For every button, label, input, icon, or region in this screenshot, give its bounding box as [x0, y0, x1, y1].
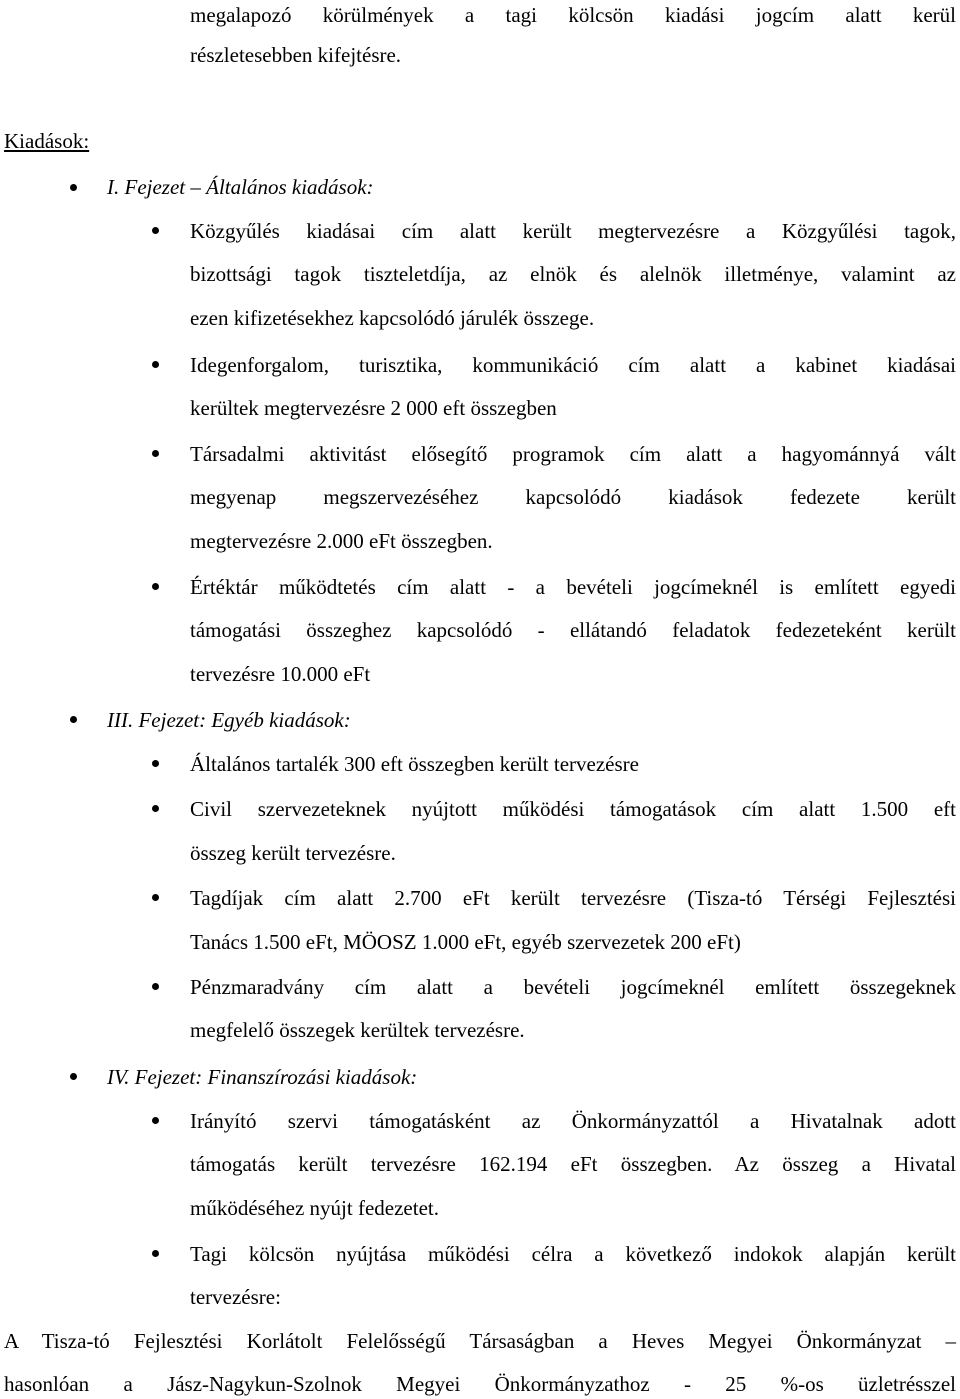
bullet-icon [152, 361, 159, 368]
bullet-icon [70, 716, 77, 723]
list-item-line: összeg került tervezésre. [190, 841, 396, 865]
section-heading: Kiadások: [4, 129, 90, 153]
bullet-icon [152, 227, 159, 234]
bullet-icon [152, 450, 159, 457]
bullet-icon [152, 760, 159, 767]
chapter-title: III. Fejezet: Egyéb kiadások: [107, 708, 351, 732]
closing-line: hasonlóan a Jász-Nagykun-Szolnok Megyei Önkormányzathoz - 25 %-os üzletrésszel [4, 1372, 956, 1396]
bullet-icon [152, 583, 159, 590]
list-item-line: tervezésre 10.000 eFt [190, 662, 371, 686]
list-item-line: Tagdíjak cím alatt 2.700 eFt került tervezésre (Tisza-tó Térségi Fejlesztési [190, 886, 956, 910]
list-item-line: Pénzmaradvány cím alatt a bevételi jogcímeknél említett összegeknek [190, 975, 956, 999]
bullet-icon [70, 1073, 77, 1080]
list-item-line: Társadalmi aktivitást elősegítő programok cím alatt a hagyománnyá vált [190, 442, 956, 466]
list-item-line: ezen kifizetésekhez kapcsolódó járulék összege. [190, 306, 595, 330]
chapter-title: IV. Fejezet: Finanszírozási kiadások: [107, 1065, 418, 1089]
bullet-icon [152, 1250, 159, 1257]
bullet-icon [152, 1117, 159, 1124]
bullet-icon [152, 894, 159, 901]
list-item-line: tervezésre: [190, 1285, 281, 1309]
list-item-line: támogatás került tervezésre 162.194 eFt összegben. Az összeg a Hivatal [190, 1152, 956, 1176]
list-item-line: Közgyűlés kiadásai cím alatt került megtervezésre a Közgyűlési tagok, [190, 219, 956, 243]
list-item-line: megyenap megszervezéséhez kapcsolódó kiadások fedezete került [190, 485, 956, 509]
list-item-line: Irányító szervi támogatásként az Önkormányzattól a Hivatalnak adott [190, 1109, 956, 1133]
list-item-line: Civil szervezeteknek nyújtott működési támogatások cím alatt 1.500 eft [190, 797, 956, 821]
bullet-icon [152, 805, 159, 812]
intro-line: megalapozó körülmények a tagi kölcsön kiadási jogcím alatt kerül [190, 3, 956, 27]
list-item-line: kerültek megtervezésre 2 000 eft összegben [190, 396, 557, 420]
chapter-title: I. Fejezet – Általános kiadások: [107, 175, 374, 199]
list-item-line: támogatási összeghez kapcsolódó - ellátandó feladatok fedezeteként került [190, 618, 956, 642]
list-item-line: működéséhez nyújt fedezetet. [190, 1196, 439, 1220]
bullet-icon [152, 983, 159, 990]
list-item-line: Általános tartalék 300 eft összegben került tervezésre [190, 752, 639, 776]
closing-line: A Tisza-tó Fejlesztési Korlátolt Felelősségű Társaságban a Heves Megyei Önkormányzat – [4, 1329, 956, 1353]
list-item-line: Tagi kölcsön nyújtása működési célra a következő indokok alapján került [190, 1242, 956, 1266]
list-item-line: Tanács 1.500 eFt, MÖOSZ 1.000 eFt, egyéb szervezetek 200 eFt) [190, 930, 741, 954]
list-item-line: Értéktár működtetés cím alatt - a bevételi jogcímeknél is említett egyedi [190, 575, 956, 599]
list-item-line: megfelelő összegek kerültek tervezésre. [190, 1018, 525, 1042]
intro-line: részletesebben kifejtésre. [190, 43, 402, 67]
list-item-line: bizottsági tagok tiszteletdíja, az elnök és alelnök illetménye, valamint az [190, 262, 956, 286]
list-item-line: megtervezésre 2.000 eFt összegben. [190, 529, 493, 553]
list-item-line: Idegenforgalom, turisztika, kommunikáció cím alatt a kabinet kiadásai [190, 353, 956, 377]
bullet-icon [70, 184, 77, 191]
